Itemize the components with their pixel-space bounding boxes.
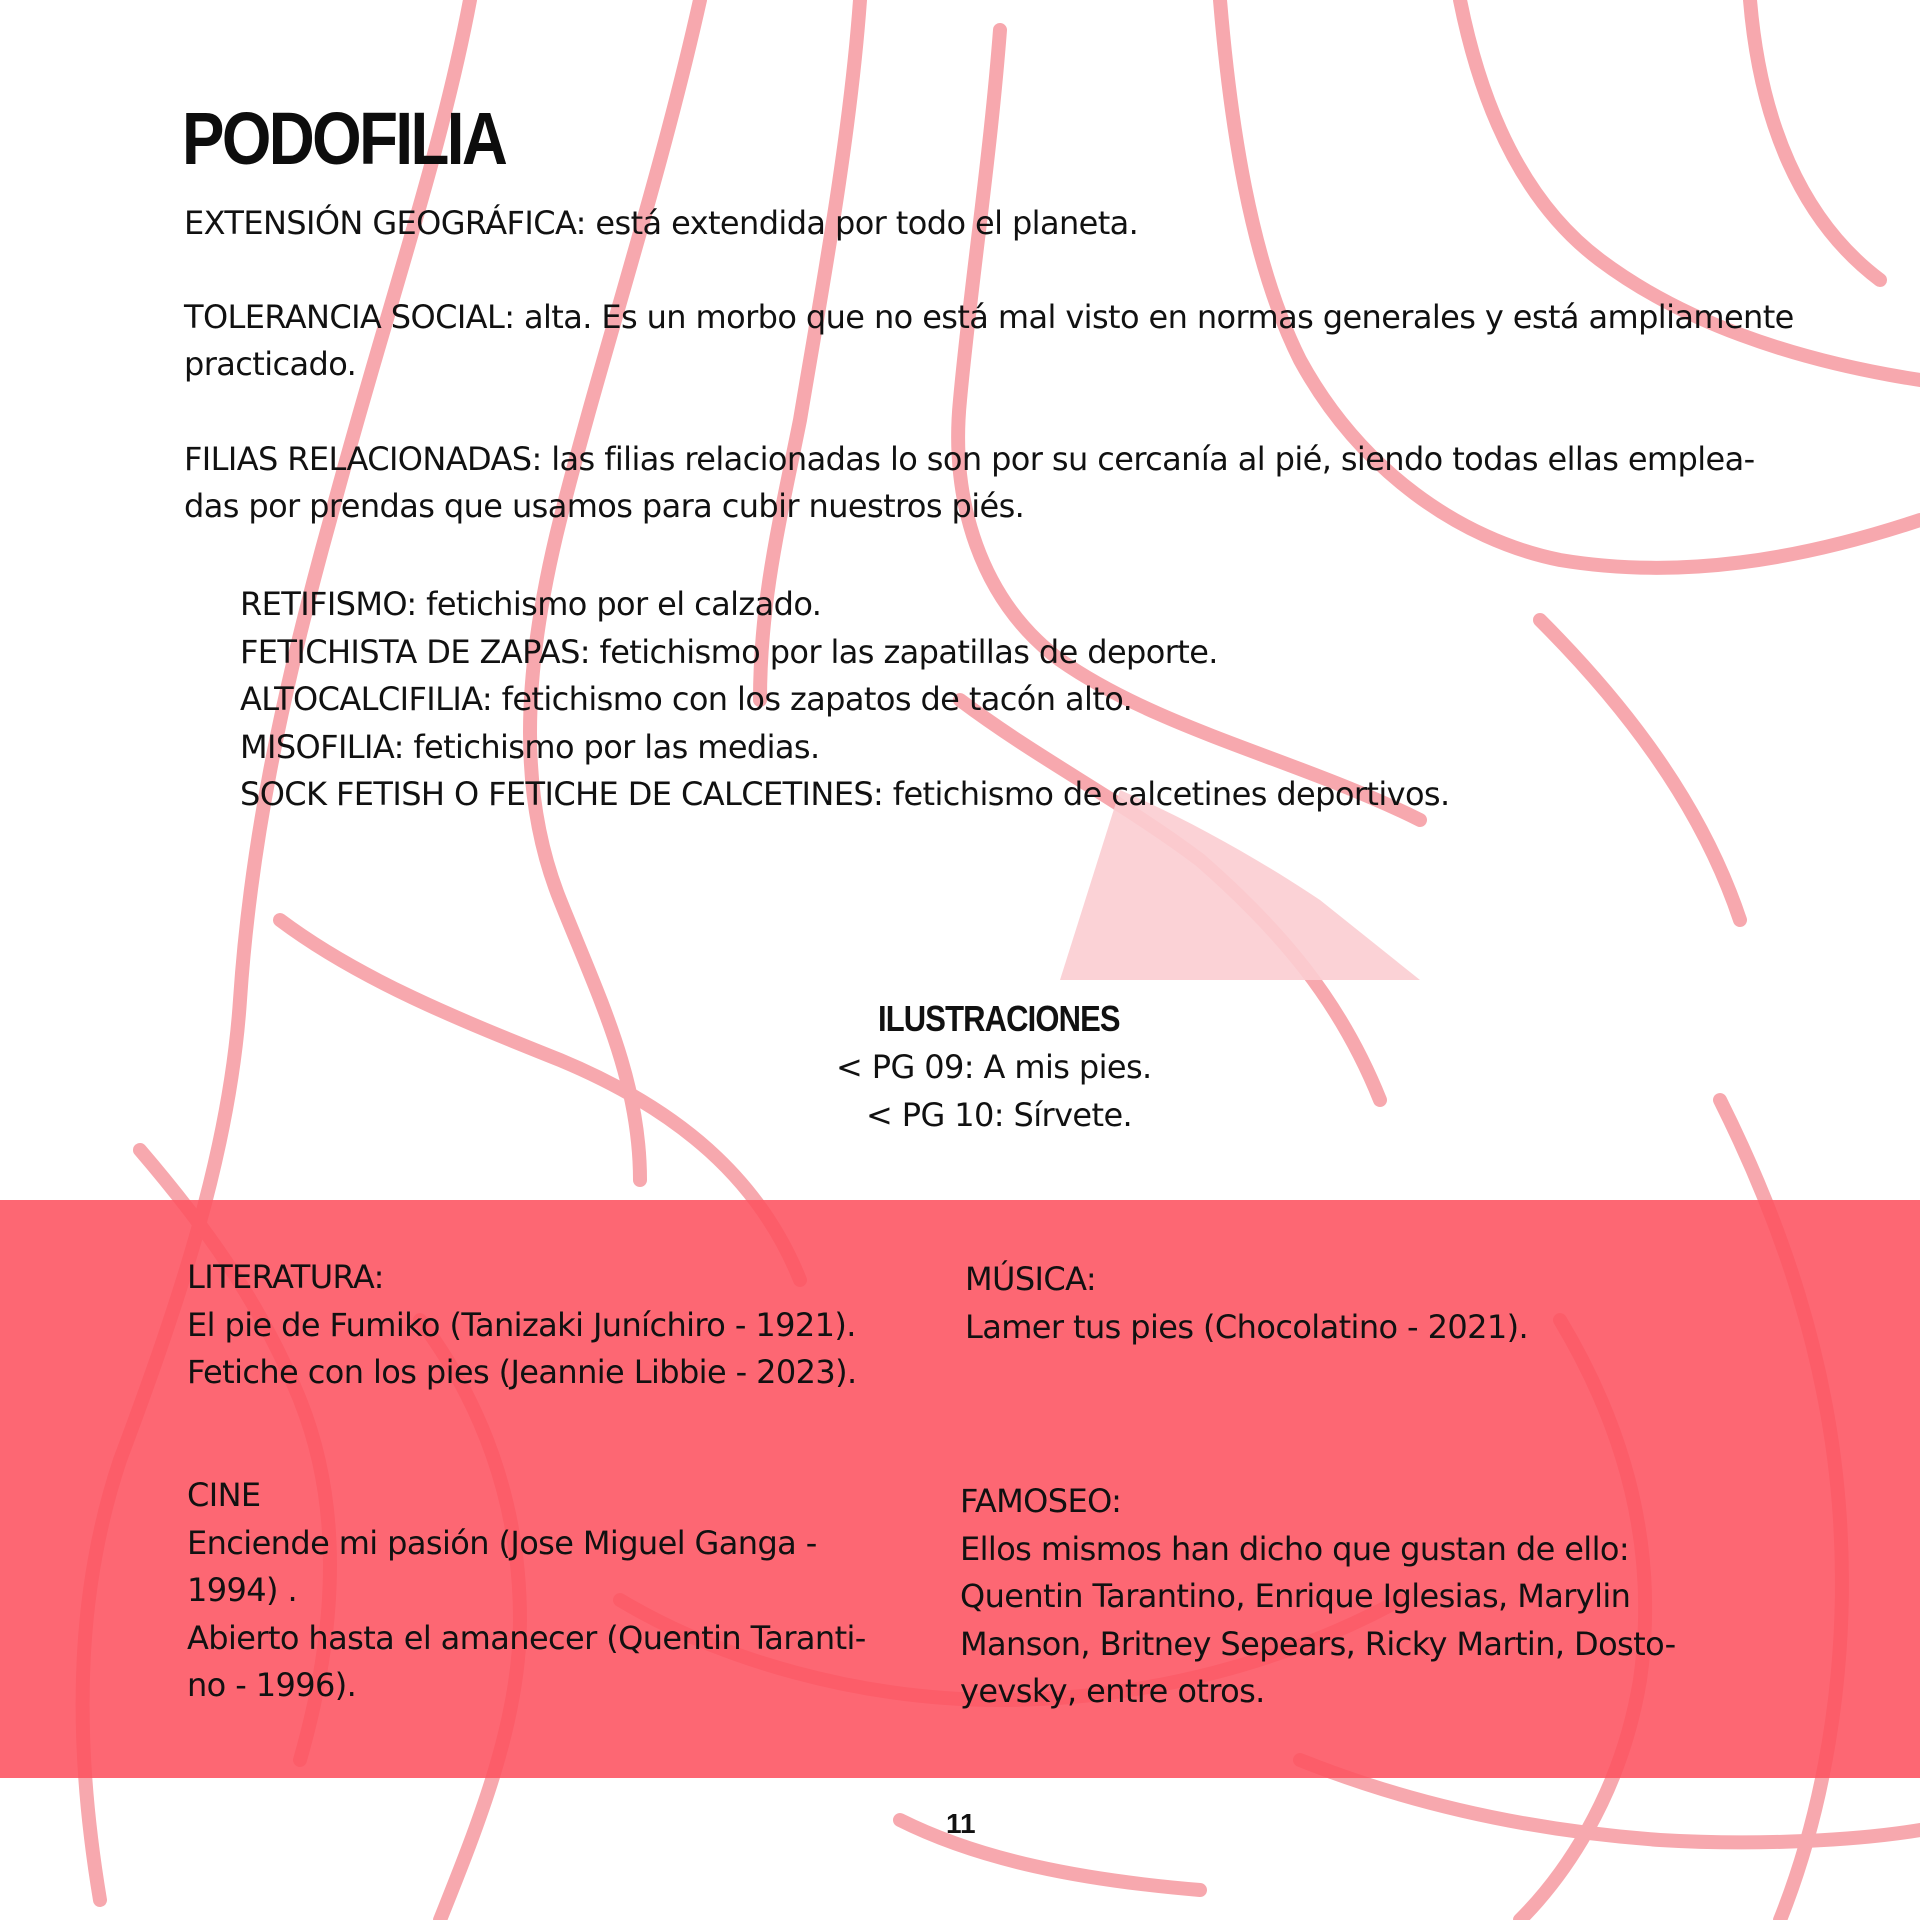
filia-item: SOCK FETISH O FETICHE DE CALCETINES: fetichismo de calcetines deportivos. xyxy=(240,775,1450,813)
page-title: PODOFILIA xyxy=(182,97,506,180)
musica-heading: MÚSICA: xyxy=(965,1260,1097,1298)
cine-line: no - 1996). xyxy=(187,1666,357,1704)
famoseo-section xyxy=(960,1478,1720,1716)
famoseo-heading: FAMOSEO: xyxy=(960,1482,1122,1520)
literatura-line: El pie de Fumiko (Tanizaki Juníchiro - 1921). xyxy=(187,1305,856,1344)
filia-item: RETIFISMO: fetichismo por el calzado. xyxy=(240,585,822,623)
cine-section xyxy=(187,1472,947,1710)
musica-section xyxy=(965,1256,1725,1351)
famoseo-line: Manson, Britney Sepears, Ricky Martin, Dosto- xyxy=(960,1624,1676,1663)
filias-paragraph xyxy=(184,436,1824,530)
cine-line: 1994) . xyxy=(187,1571,298,1609)
filias-line: das por prendas que usamos para cubir nuestros piés. xyxy=(184,487,1025,525)
ilustraciones-heading: ILUSTRACIONES xyxy=(878,998,1120,1039)
famoseo-line: Ellos mismos han dicho que gustan de ello: xyxy=(960,1529,1630,1568)
filias-list xyxy=(240,581,1450,819)
tolerancia-line: TOLERANCIA SOCIAL: alta. Es un morbo que no está mal visto en normas generales y está ampliamente xyxy=(184,298,1794,336)
literatura-section xyxy=(187,1254,947,1397)
extension-paragraph: EXTENSIÓN GEOGRÁFICA: está extendida por todo el planeta. xyxy=(184,204,1139,242)
ilustracion-link: < PG 10: Sírvete. xyxy=(866,1096,1133,1134)
musica-line: Lamer tus pies (Chocolatino - 2021). xyxy=(965,1307,1529,1346)
filia-item: FETICHISTA DE ZAPAS: fetichismo por las zapatillas de deporte. xyxy=(240,632,1218,671)
literatura-heading: LITERATURA: xyxy=(187,1258,384,1296)
cine-heading: CINE xyxy=(187,1476,261,1514)
famoseo-line: yevsky, entre otros. xyxy=(960,1672,1265,1710)
famoseo-line: Quentin Tarantino, Enrique Iglesias, Marylin xyxy=(960,1577,1631,1615)
tolerancia-paragraph xyxy=(184,294,1824,388)
ilustracion-link: < PG 09: A mis pies. xyxy=(836,1048,1152,1086)
tolerancia-line: practicado. xyxy=(184,345,357,383)
filias-line: FILIAS RELACIONADAS: las filias relacionadas lo son por su cercanía al pié, siendo todas ellas emplea- xyxy=(184,440,1755,478)
filia-item: ALTOCALCIFILIA: fetichismo con los zapatos de tacón alto. xyxy=(240,680,1133,718)
cine-line: Abierto hasta el amanecer (Quentin Taranti- xyxy=(187,1618,866,1657)
literatura-line: Fetiche con los pies (Jeannie Libbie - 2023). xyxy=(187,1353,857,1391)
page-number: 11 xyxy=(946,1808,976,1839)
filia-item: MISOFILIA: fetichismo por las medias. xyxy=(240,727,820,766)
cine-line: Enciende mi pasión (Jose Miguel Ganga - xyxy=(187,1523,817,1562)
